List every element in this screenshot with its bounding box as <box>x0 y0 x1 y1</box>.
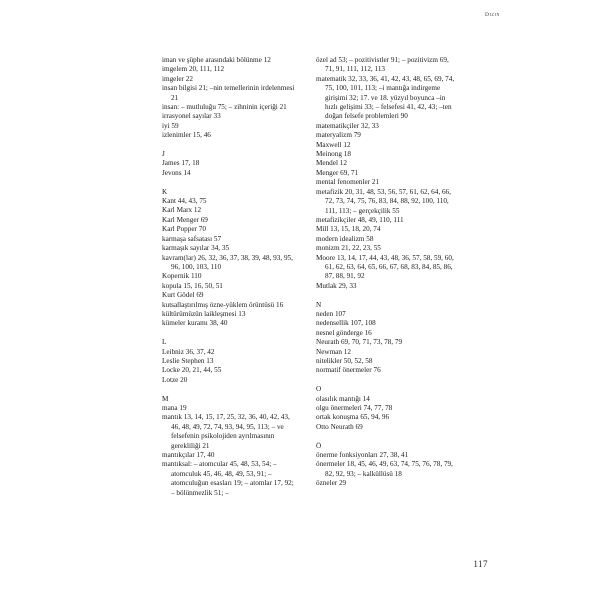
index-entry: kutsallaştırılmış özne-yüklem örüntüsü 16 <box>162 300 284 309</box>
index-entry: özel ad 53; – pozitivistler 91; – pozitivizm 69, 71, 91, 111, 112, 113 <box>316 56 449 74</box>
index-entry: Mendel 12 <box>316 159 347 168</box>
index-entry: kopula 15, 16, 50, 51 <box>162 281 223 290</box>
index-column-right <box>316 56 456 489</box>
index-entry: Menger 69, 71 <box>316 168 359 177</box>
index-entry: Locke 20, 21, 44, 55 <box>162 366 222 375</box>
index-entry: Karl Menger 69 <box>162 215 208 224</box>
running-head: Dizin <box>485 12 500 18</box>
index-entry: mental fenomenler 21 <box>316 178 380 187</box>
index-entry: kültürümüzün laikleşmesi 13 <box>162 309 246 318</box>
index-entry: önerme fonksiyonları 27, 38, 41 <box>316 451 409 460</box>
index-entry: imgeler 22 <box>162 74 193 83</box>
index-entry: normatif önermeler 76 <box>316 366 381 375</box>
index-section-letter: O <box>316 385 322 394</box>
index-entry: Leibniz 36, 37, 42 <box>162 347 215 356</box>
index-column-left <box>162 56 298 498</box>
index-entry: insan bilgisi 21; –nin temellerinin irdelenmesi 21 <box>162 84 295 102</box>
index-entry: kavram(lar) 26, 32, 36, 37, 38, 39, 48, 93, 95, 96, 100, 103, 110 <box>162 253 293 271</box>
index-entry: neden 107 <box>316 309 346 318</box>
index-entry: modern idealizm 58 <box>316 234 374 243</box>
index-entry: Meinong 18 <box>316 150 351 159</box>
index-entry: Otto Neurath 69 <box>316 422 363 431</box>
index-entry: Kopernik 110 <box>162 272 202 281</box>
index-entry: James 17, 18 <box>162 159 200 168</box>
index-entry: özneler 29 <box>316 479 347 488</box>
index-entry: insan: – mutluluğu 75; – zihninin içeriği 21 <box>162 103 287 112</box>
index-entry: Neurath 69, 70, 71, 73, 78, 79 <box>316 338 403 347</box>
index-entry: karmaşa safsatası 57 <box>162 234 222 243</box>
index-entry: önermeler 18, 45, 46, 49, 63, 74, 75, 76, 78, 79, 82, 92, 93; – kalküllüsü 18 <box>316 460 453 478</box>
index-section-letter: N <box>316 300 322 309</box>
index-entry: Karl Popper 70 <box>162 225 206 234</box>
index-entry: izlenimler 15, 46 <box>162 131 211 140</box>
index-entry: nitelikler 50, 52, 58 <box>316 356 373 365</box>
index-entry: kümeler kuramı 38, 40 <box>162 319 228 328</box>
index-entry: olgu önermeleri 74, 77, 78 <box>316 404 393 412</box>
index-section-letter: K <box>162 187 168 196</box>
index-entry: mantıksal: – atomcular 45, 48, 53, 54; – atomculuk 45, 46, 48, 49, 53, 91; – atomculuğun esasları 19; – atomlar 17, 92; – bölünmezlik 51; – <box>162 460 294 497</box>
index-entry: ortak konuşma 65, 94, 96 <box>316 413 390 422</box>
index-entry: mana 19 <box>162 403 187 412</box>
index-entry: nesnel gönderge 16 <box>316 328 372 337</box>
index-entry: monizm 21, 22, 23, 55 <box>316 244 381 253</box>
index-section-letter: J <box>162 150 165 159</box>
index-entry: Mill 13, 15, 18, 20, 74 <box>316 225 381 234</box>
index-entry: Maxwell 12 <box>316 140 351 149</box>
index-entry: mantık 13, 14, 15, 17, 25, 32, 36, 40, 42, 43, 46, 48, 49, 72, 74, 93, 94, 95, 113; – ve felsefenin psikolojiden ayrılmasının gerekliliği 21 <box>162 413 290 450</box>
index-entry: mantıkçılar 17, 40 <box>162 451 215 459</box>
index-entry: Karl Marx 12 <box>162 206 202 215</box>
index-entry: metafizikçiler 48, 49, 110, 111 <box>316 215 404 224</box>
index-entry: olasılık mantığı 14 <box>316 394 370 403</box>
page-number: 117 <box>473 559 488 569</box>
index-entry: Moore 13, 14, 17, 44, 43, 48, 36, 57, 58, 59, 60, 61, 62, 63, 64, 65, 66, 67, 68, 83, 84, 85, 86, 87, 88, 91, 92 <box>316 253 454 281</box>
index-entry: imgelem 20, 111, 112 <box>162 65 225 74</box>
index-entry: matematik 32, 33, 36, 41, 42, 43, 48, 65, 69, 74, 75, 100, 101, 113; –i mantığa indirgeme girişimi 32; 17. ve 18. yüzyıl boyunca –in hızlı gelişimi 33; – felsefesi 41, 42, 43; –ten doğan felsefe problemleri 90 <box>316 74 455 121</box>
index-entry: karmaşık sayılar 34, 35 <box>162 244 230 253</box>
index-entry: Leslie Stephen 13 <box>162 356 214 365</box>
index-entry: irrasyonel sayılar 33 <box>162 112 221 121</box>
index-entry: nedensellik 107, 108 <box>316 319 376 328</box>
index-section-letter: L <box>162 338 167 347</box>
index-entry: Mutlak 29, 33 <box>316 281 357 290</box>
index-entry: Kurt Gödel 69 <box>162 291 204 300</box>
index-entry: matematikçiler 32, 33 <box>316 121 379 130</box>
index-entry: Newman 12 <box>316 347 351 356</box>
index-entry: Jevons 14 <box>162 168 191 177</box>
index-entry: materyalizm 79 <box>316 131 361 140</box>
index-entry: Lotze 20 <box>162 375 188 384</box>
index-entry: metafizik 20, 31, 48, 53, 56, 57, 61, 62, 64, 66, 72, 73, 74, 75, 76, 83, 84, 88, 92, 100, 110, 111, 113; – gerçekçilik 55 <box>316 187 451 215</box>
index-section-letter: Ö <box>316 441 322 450</box>
index-entry: iyi 59 <box>162 121 179 130</box>
index-entry: iman ve şüphe arasındaki bölünme 12 <box>162 56 271 64</box>
index-section-letter: M <box>162 394 169 403</box>
index-entry: Kant 44, 43, 75 <box>162 197 207 206</box>
